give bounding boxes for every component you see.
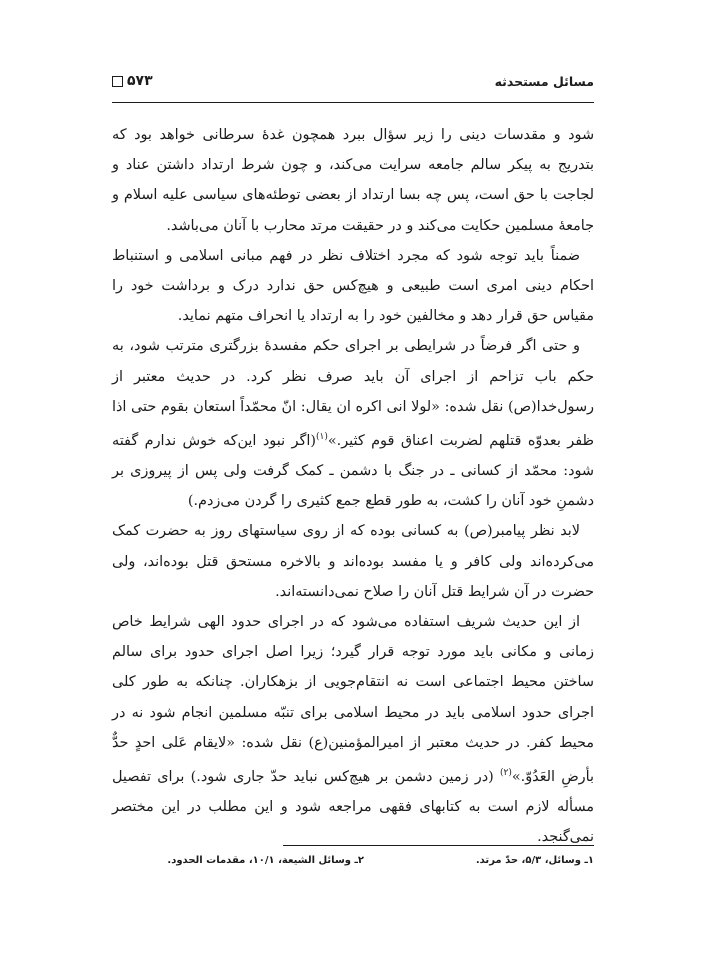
page-header	[112, 72, 594, 96]
footnote-2: ۲ـ وسائل الشیعة، ۱۰/۱، مقدمات الحدود.	[167, 855, 364, 866]
paragraph-3-translation: (اگر نبود این‌که خوش ندارم گفته شود: محمّد از کسانی ـ در جنگ با دشمن ـ کمک گرفت ولی پس از پیروزی بر دشمنِ خود آنان را کشت، به طور قطع جمع کثیری را گردن می‌زدم.)	[112, 432, 594, 510]
paragraph-1: شود و مقدسات دینی را زیر سؤال ببرد همچون غدهٔ سرطانی خواهد بود که بتدریج به پیکر سالم جامعه سرایت می‌کند، و چون شرط ارتداد داشتن عناد و لجاجت با حق است، پس چه بسا ارتداد از بعضی توطئه‌های سیاسی علیه اسلام و جامعهٔ مسلمین حکایت می‌کند و در حقیقت مرتد محارب با آنان می‌باشد.	[112, 127, 594, 234]
footnote-ref-2: (۲)	[499, 768, 512, 779]
body-text	[112, 120, 594, 852]
footnote-1: ۱ـ وسائل، ۵/۳، حدّ مرتد.	[475, 855, 594, 866]
running-title: مسائل مستحدثه	[494, 74, 594, 89]
footnote-ref-1: (۱)	[315, 432, 328, 443]
paragraph-3	[112, 331, 594, 516]
footnotes	[112, 855, 594, 875]
paragraph-3-text: و حتی اگر فرضاً در شرایطی بر اجرای حکم مفسدهٔ بزرگتری مترتب شود، به حکم باب تزاحم از اجرای آن باید صرف نظر کرد. در حدیث معتبر از رسول‌خدا(ص) نقل شده: «لولا انی اکره ان یقال: انّ محمّداً استعان بقوم حتی اذا ظفر بعدوّه قتلهم لضربت اعناق قوم کثیر.»	[112, 338, 594, 449]
paragraph-4: لابد نظر پیامبر(ص) به کسانی بوده که از روی سیاستهای روز به حضرت کمک می‌کرده‌اند ولی کافر و یا مفسد بوده‌اند و بالاخره مستحق قتل بوده‌اند، ولی حضرت در آن شرایط قتل آنان را صلاح نمی‌دانسته‌اند.	[112, 523, 594, 600]
square-box-icon	[112, 76, 123, 87]
paragraph-5-text: از این حدیث شریف استفاده می‌شود که در اجرای حدود الهی شرایط خاص زمانی و مکانی باید مورد توجه قرار گیرد؛ زیرا اصل اجرای حدود برای سالم ساختن محیط اجتماعی است نه انتقام‌جویی از بزهکاران. چنانکه به طور کلی اجرای حدود اسلامی باید در محیط اسلامی برای تنبّه مسلمین انجام شود نه در محیط کفر. در حدیث معتبر از امیرالمؤمنین(ع) نقل شده: «لایقام عَلی احدٍ حدٌّ بأرضِ العَدُوّ.»	[112, 614, 594, 785]
header-divider	[112, 102, 594, 103]
page-number: ۵۷۳	[127, 73, 153, 89]
footnote-divider	[283, 845, 594, 846]
paragraph-2: ضمناً باید توجه شود که مجرد اختلاف نظر در فهم مبانی اسلامی و استنباط احکام دینی امری است طبیعی و هیچ‌کس حق ندارد درک و برداشت خود را مقیاس حق قرار دهد و مخالفین خود را به ارتداد یا انحراف متهم نماید.	[112, 247, 594, 325]
page-number-group	[112, 73, 153, 89]
paragraph-5-translation: (در زمین دشمن بر هیچ‌کس نباید حدّ جاری شود.) برای تفصیل مسأله لازم است به کتابهای فقهی مراجعه شود و این مطلب در این مختصر نمی‌گنجد.	[112, 768, 594, 846]
paragraph-5	[112, 607, 594, 852]
